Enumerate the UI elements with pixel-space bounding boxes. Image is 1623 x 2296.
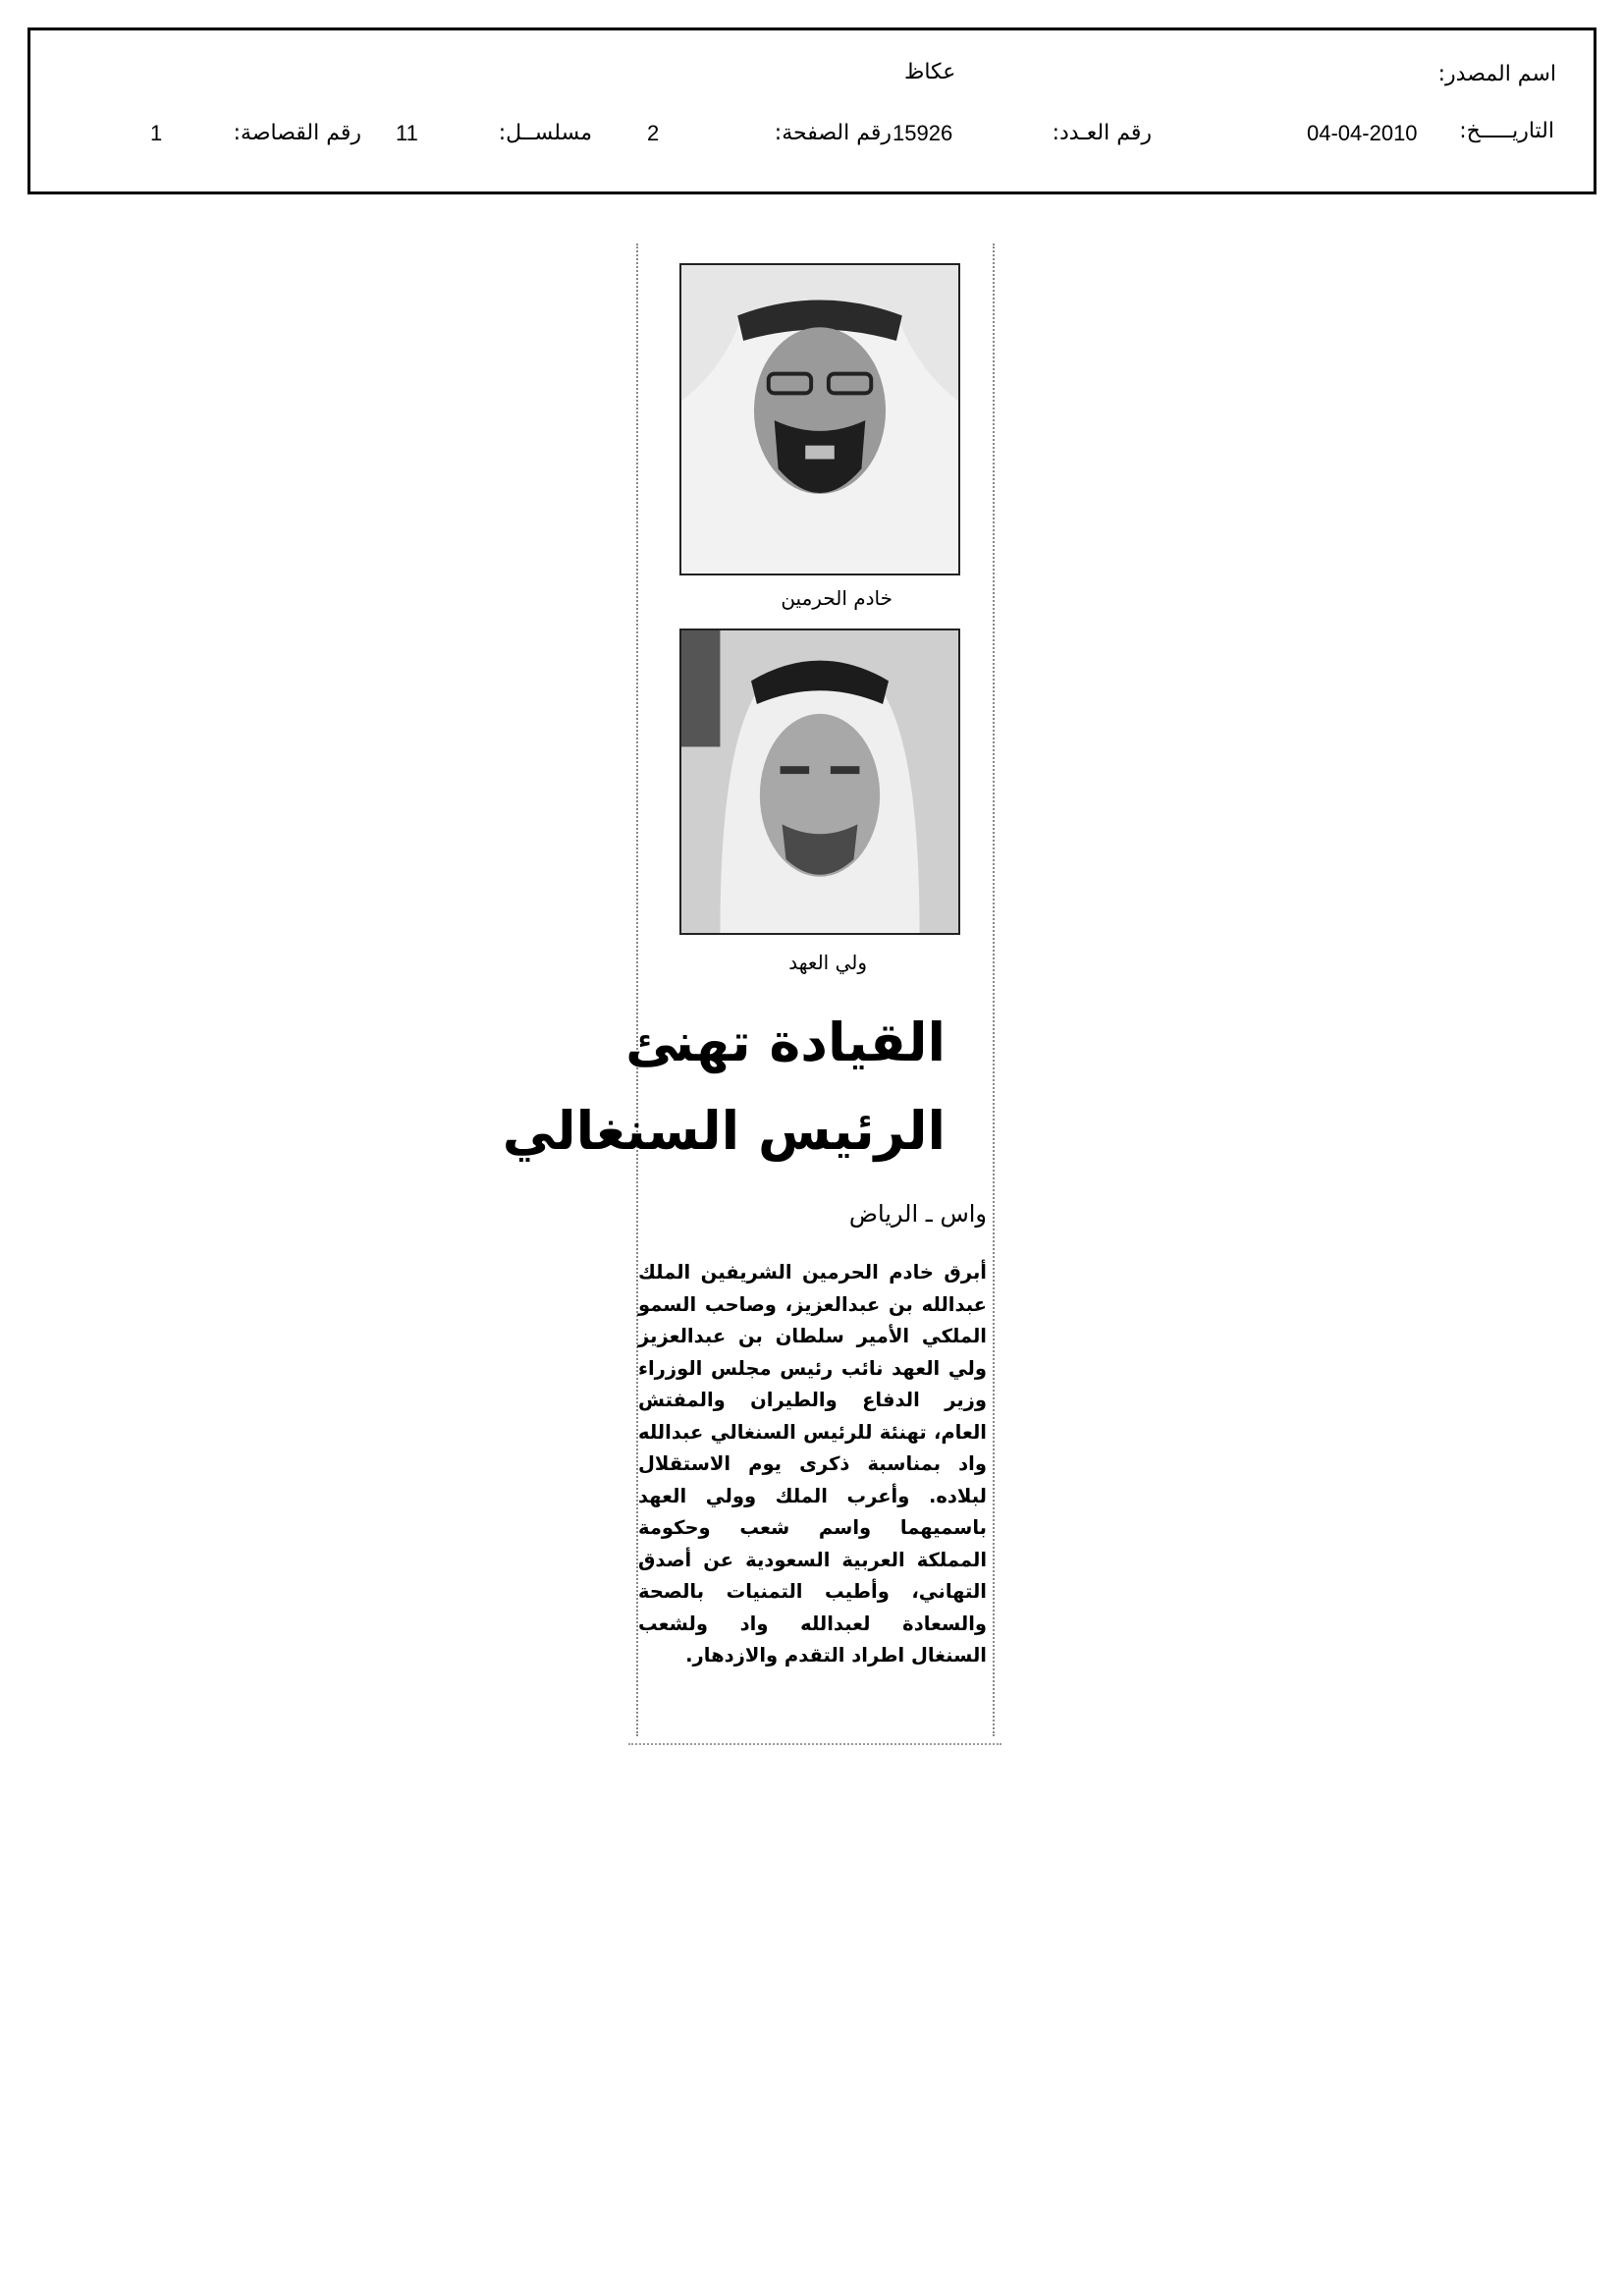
source-value: عكاظ	[904, 60, 956, 84]
headline-line-1: القيادة تهنئ	[625, 1011, 946, 1073]
clip-number-value: 1	[150, 121, 163, 145]
page-value: 2	[647, 121, 660, 145]
dateline: واس ـ الرياض	[848, 1200, 987, 1228]
issue-label: رقم العـدد:	[1052, 121, 1152, 145]
article-body-text: أبرق خادم الحرمين الشريفين الملك عبدالله بن عبدالعزيز، وصاحب السمو الملكي الأمير سلطان بن عبدالعزيز ولي العهد نائب رئيس مجلس الوزراء وزير الدفاع والطيران والمفتش العام، تهنئة للرئيس السنغالي عبدالله واد بمناسبة ذكرى يوم الاستقلال لبلاده. وأعرب الملك وولي العهد باسميهما واسم شعب وحكومة المملكة العربية السعودية عن أصدق التهاني، وأطيب التمنيات بالصحة والسعادة لعبدالله واد ولشعب السنغال اطراد التقدم والازدهار.	[638, 1261, 987, 1667]
date-label: التاريـــــخ:	[1459, 119, 1554, 143]
portrait-photo-crown-prince	[679, 629, 960, 935]
issue-value: 15926	[893, 121, 953, 145]
date-value: 04-04-2010	[1307, 121, 1418, 145]
serial-label: مسلســل:	[498, 121, 592, 145]
portrait-photo-king	[679, 263, 960, 575]
clipping-metadata-box	[27, 27, 1596, 194]
article-body	[638, 1257, 987, 1672]
page-label: رقم الصفحة:	[774, 121, 892, 145]
photo1-caption: خادم الحرمين	[781, 586, 893, 610]
clip-number-label: رقم القصاصة:	[233, 121, 361, 145]
serial-value: 11	[396, 121, 418, 145]
headline-line-2: الرئيس السنغالي	[502, 1100, 946, 1162]
source-label: اسم المصدر:	[1437, 62, 1556, 86]
clipping-bottom-edge	[628, 1714, 1001, 1745]
photo2-caption: ولي العهد	[788, 951, 867, 974]
